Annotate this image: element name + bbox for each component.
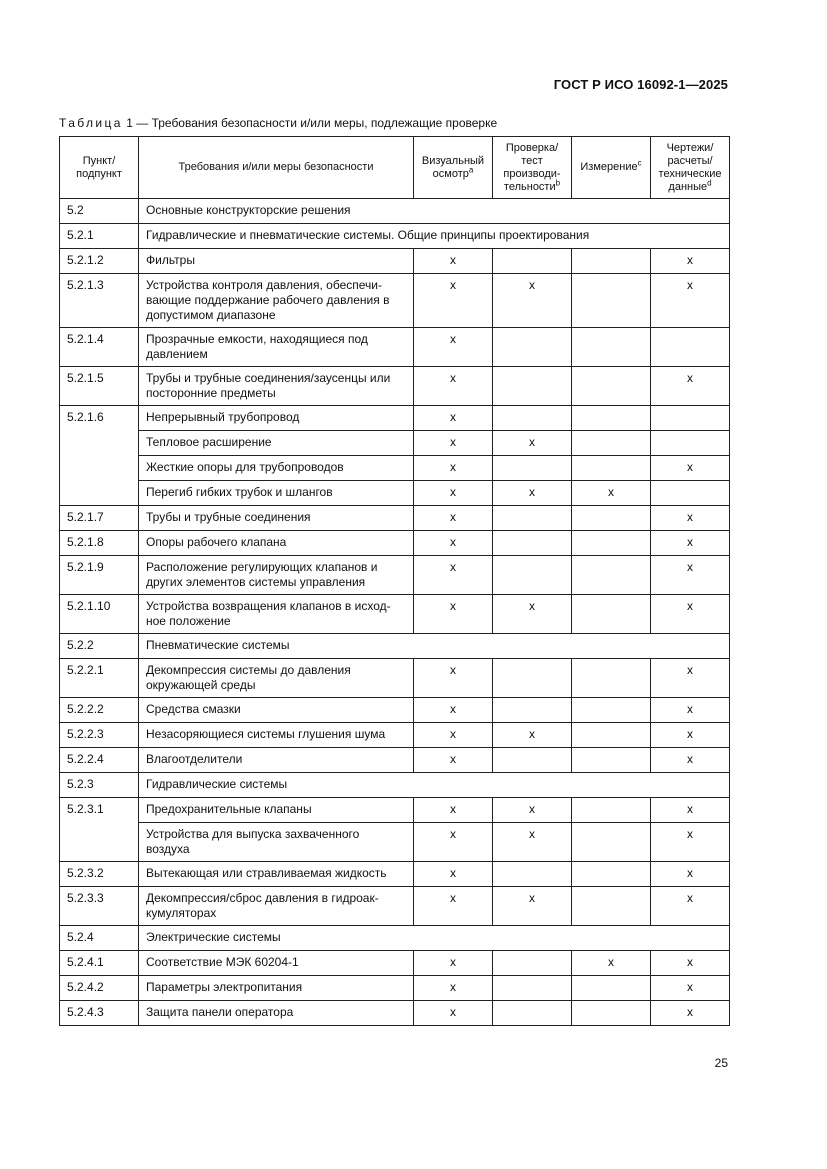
measure-check-cell [572, 249, 651, 274]
measure-check-cell [572, 595, 651, 634]
item-number-cell: 5.2.1.10 [60, 595, 139, 634]
item-number-cell: 5.2.2.4 [60, 748, 139, 773]
table-row [60, 798, 730, 823]
measure-check-cell [572, 506, 651, 531]
item-number-cell: 5.2.3.2 [60, 862, 139, 887]
visual-check-cell: x [414, 976, 493, 1001]
requirement-cell: Трубы и трубные соединения [139, 506, 414, 531]
drawings-check-cell: x [651, 274, 730, 328]
drawings-check-cell: x [651, 367, 730, 406]
measure-check-cell [572, 556, 651, 595]
visual-check-cell: x [414, 406, 493, 431]
item-number-cell: 5.2.1 [60, 224, 139, 249]
requirement-cell: Устройства возвращения клапанов в исход-ное положение [139, 595, 414, 634]
requirement-cell: Предохранительные клапаны [139, 798, 414, 823]
requirement-cell: Параметры электропитания [139, 976, 414, 1001]
requirement-cell: Прозрачные емкости, находящиеся под давлением [139, 328, 414, 367]
measure-check-cell [572, 976, 651, 1001]
item-number-cell: 5.2.1.7 [60, 506, 139, 531]
requirement-cell: Вытекающая или стравливаемая жидкость [139, 862, 414, 887]
requirement-cell: Расположение регулирующих клапанов и других элементов системы управления [139, 556, 414, 595]
table-row [60, 506, 730, 531]
visual-check-cell: x [414, 748, 493, 773]
table-body [60, 199, 730, 1026]
drawings-check-cell: x [651, 862, 730, 887]
column-header-item: Пункт/ подпункт [60, 137, 139, 199]
table-row [60, 456, 730, 481]
table-row [60, 595, 730, 634]
table-row [60, 748, 730, 773]
table-row [60, 328, 730, 367]
footnote-mark-d: d [707, 177, 712, 187]
visual-check-cell: x [414, 556, 493, 595]
test-check-cell: x [493, 274, 572, 328]
visual-check-cell: x [414, 659, 493, 698]
test-check-cell [493, 1001, 572, 1026]
item-number-cell: 5.2.4 [60, 926, 139, 951]
measure-check-cell [572, 698, 651, 723]
visual-check-cell: x [414, 698, 493, 723]
measure-check-cell [572, 328, 651, 367]
test-check-cell: x [493, 595, 572, 634]
footnote-mark-b: b [555, 177, 561, 187]
item-number-cell: 5.2.3 [60, 773, 139, 798]
table-row [60, 367, 730, 406]
measure-check-cell [572, 823, 651, 862]
footnote-mark-a: a [468, 164, 474, 174]
requirement-cell: Перегиб гибких трубок и шлангов [139, 481, 414, 506]
measure-check-cell [572, 367, 651, 406]
item-number-cell: 5.2.1.9 [60, 556, 139, 595]
requirement-cell: Соответствие МЭК 60204-1 [139, 951, 414, 976]
table-caption-title: — Требования безопасности и/или меры, подлежащие проверке [136, 116, 498, 130]
measure-check-cell [572, 456, 651, 481]
table-caption-number: 1 [126, 116, 133, 130]
drawings-check-cell: x [651, 531, 730, 556]
requirement-cell: Трубы и трубные соединения/заусенцы или посторонние предметы [139, 367, 414, 406]
item-number-cell: 5.2.2.2 [60, 698, 139, 723]
test-check-cell [493, 976, 572, 1001]
table-row [60, 274, 730, 328]
requirement-cell: Жесткие опоры для трубопроводов [139, 456, 414, 481]
visual-check-cell: x [414, 274, 493, 328]
table-row [60, 556, 730, 595]
item-number-cell: 5.2.2.3 [60, 723, 139, 748]
page-number: 25 [714, 1056, 728, 1070]
table-row [60, 698, 730, 723]
measure-check-cell [572, 531, 651, 556]
test-check-cell [493, 698, 572, 723]
table-row [60, 481, 730, 506]
table-row [60, 887, 730, 926]
section-title-cell: Гидравлические и пневматические системы. Общие принципы проектирования [139, 224, 730, 249]
document-header: ГОСТ Р ИСО 16092-1—2025 [553, 77, 728, 92]
drawings-check-cell: x [651, 659, 730, 698]
requirement-cell: Непрерывный трубопровод [139, 406, 414, 431]
visual-check-cell: x [414, 887, 493, 926]
measure-check-cell [572, 406, 651, 431]
visual-check-cell: x [414, 1001, 493, 1026]
requirement-cell: Незасоряющиеся системы глушения шума [139, 723, 414, 748]
drawings-check-cell: x [651, 595, 730, 634]
drawings-check-cell: x [651, 556, 730, 595]
test-check-cell [493, 748, 572, 773]
drawings-check-cell: x [651, 823, 730, 862]
requirement-cell: Устройства для выпуска захваченного воздуха [139, 823, 414, 862]
table-row [60, 951, 730, 976]
item-number-cell: 5.2 [60, 199, 139, 224]
item-number-cell: 5.2.1.5 [60, 367, 139, 406]
measure-check-cell: x [572, 951, 651, 976]
measure-check-cell [572, 431, 651, 456]
requirement-cell: Декомпрессия/сброс давления в гидроак-кумуляторах [139, 887, 414, 926]
item-number-cell: 5.2.1.2 [60, 249, 139, 274]
visual-check-cell: x [414, 431, 493, 456]
test-check-cell [493, 951, 572, 976]
requirement-cell: Устройства контроля давления, обеспечи-вающие поддержание рабочего давления в допустимом диапазоне [139, 274, 414, 328]
item-number-cell: 5.2.4.3 [60, 1001, 139, 1026]
column-header-test: Проверка/ тест производи-тельности$^b$ [493, 137, 572, 199]
test-check-cell [493, 556, 572, 595]
item-number-cell: 5.2.3.1 [60, 798, 139, 862]
test-check-cell: x [493, 887, 572, 926]
section-row [60, 224, 730, 249]
section-row [60, 773, 730, 798]
section-title-cell: Основные конструкторские решения [139, 199, 730, 224]
requirement-cell: Влагоотделители [139, 748, 414, 773]
test-check-cell [493, 456, 572, 481]
table-row [60, 823, 730, 862]
drawings-check-cell: x [651, 249, 730, 274]
visual-check-cell: x [414, 595, 493, 634]
measure-check-cell [572, 659, 651, 698]
visual-check-cell: x [414, 823, 493, 862]
measure-check-cell [572, 1001, 651, 1026]
drawings-check-cell: x [651, 456, 730, 481]
test-check-cell: x [493, 798, 572, 823]
visual-check-cell: x [414, 328, 493, 367]
requirements-table [59, 136, 730, 1026]
section-title-cell: Электрические системы [139, 926, 730, 951]
item-number-cell: 5.2.1.4 [60, 328, 139, 367]
test-check-cell [493, 367, 572, 406]
column-header-drawings: Чертежи/ расчеты/ технические данные$^d$ [651, 137, 730, 199]
measure-check-cell: x [572, 481, 651, 506]
section-row [60, 926, 730, 951]
requirement-cell: Защита панели оператора [139, 1001, 414, 1026]
column-header-requirement: Требования и/или меры безопасности [139, 137, 414, 199]
column-header-measure: Измерение$^c$ [572, 137, 651, 199]
measure-check-cell [572, 748, 651, 773]
table-row [60, 1001, 730, 1026]
table-row [60, 976, 730, 1001]
requirement-cell: Фильтры [139, 249, 414, 274]
section-row [60, 199, 730, 224]
test-check-cell: x [493, 481, 572, 506]
section-title-cell: Пневматические системы [139, 634, 730, 659]
visual-check-cell: x [414, 506, 493, 531]
visual-check-cell: x [414, 951, 493, 976]
drawings-check-cell: x [651, 798, 730, 823]
test-check-cell [493, 862, 572, 887]
drawings-check-cell: x [651, 723, 730, 748]
visual-check-cell: x [414, 723, 493, 748]
footnote-mark-c: c [637, 158, 642, 168]
drawings-check-cell: x [651, 698, 730, 723]
table-header-row [60, 137, 730, 199]
drawings-check-cell: x [651, 976, 730, 1001]
test-check-cell: x [493, 723, 572, 748]
test-check-cell [493, 328, 572, 367]
measure-check-cell [572, 723, 651, 748]
visual-check-cell: x [414, 249, 493, 274]
table-row [60, 723, 730, 748]
drawings-check-cell [651, 481, 730, 506]
table-row [60, 406, 730, 431]
requirement-cell: Средства смазки [139, 698, 414, 723]
requirement-cell: Тепловое расширение [139, 431, 414, 456]
requirement-cell: Декомпрессия системы до давления окружающей среды [139, 659, 414, 698]
test-check-cell [493, 506, 572, 531]
drawings-check-cell [651, 328, 730, 367]
section-title-cell: Гидравлические системы [139, 773, 730, 798]
item-number-cell: 5.2.2 [60, 634, 139, 659]
drawings-check-cell: x [651, 506, 730, 531]
test-check-cell: x [493, 823, 572, 862]
test-check-cell [493, 659, 572, 698]
drawings-check-cell: x [651, 748, 730, 773]
table-row [60, 862, 730, 887]
item-number-cell: 5.2.1.6 [60, 406, 139, 506]
visual-check-cell: x [414, 531, 493, 556]
drawings-check-cell [651, 406, 730, 431]
measure-check-cell [572, 274, 651, 328]
table-row [60, 531, 730, 556]
test-check-cell [493, 531, 572, 556]
visual-check-cell: x [414, 367, 493, 406]
test-check-cell [493, 406, 572, 431]
measure-check-cell [572, 798, 651, 823]
item-number-cell: 5.2.1.8 [60, 531, 139, 556]
table-row [60, 431, 730, 456]
drawings-check-cell: x [651, 951, 730, 976]
visual-check-cell: x [414, 456, 493, 481]
item-number-cell: 5.2.2.1 [60, 659, 139, 698]
section-row [60, 634, 730, 659]
requirement-cell: Опоры рабочего клапана [139, 531, 414, 556]
drawings-check-cell: x [651, 887, 730, 926]
measure-check-cell [572, 862, 651, 887]
item-number-cell: 5.2.4.2 [60, 976, 139, 1001]
test-check-cell: x [493, 431, 572, 456]
test-check-cell [493, 249, 572, 274]
table-caption [59, 116, 497, 130]
column-header-visual: Визуальный осмотр$^a$ [414, 137, 493, 199]
visual-check-cell: x [414, 481, 493, 506]
table-row [60, 249, 730, 274]
item-number-cell: 5.2.3.3 [60, 887, 139, 926]
item-number-cell: 5.2.1.3 [60, 274, 139, 328]
visual-check-cell: x [414, 798, 493, 823]
item-number-cell: 5.2.4.1 [60, 951, 139, 976]
drawings-check-cell: x [651, 1001, 730, 1026]
visual-check-cell: x [414, 862, 493, 887]
drawings-check-cell [651, 431, 730, 456]
table-row [60, 659, 730, 698]
table-caption-label: Таблица [59, 116, 123, 130]
measure-check-cell [572, 887, 651, 926]
